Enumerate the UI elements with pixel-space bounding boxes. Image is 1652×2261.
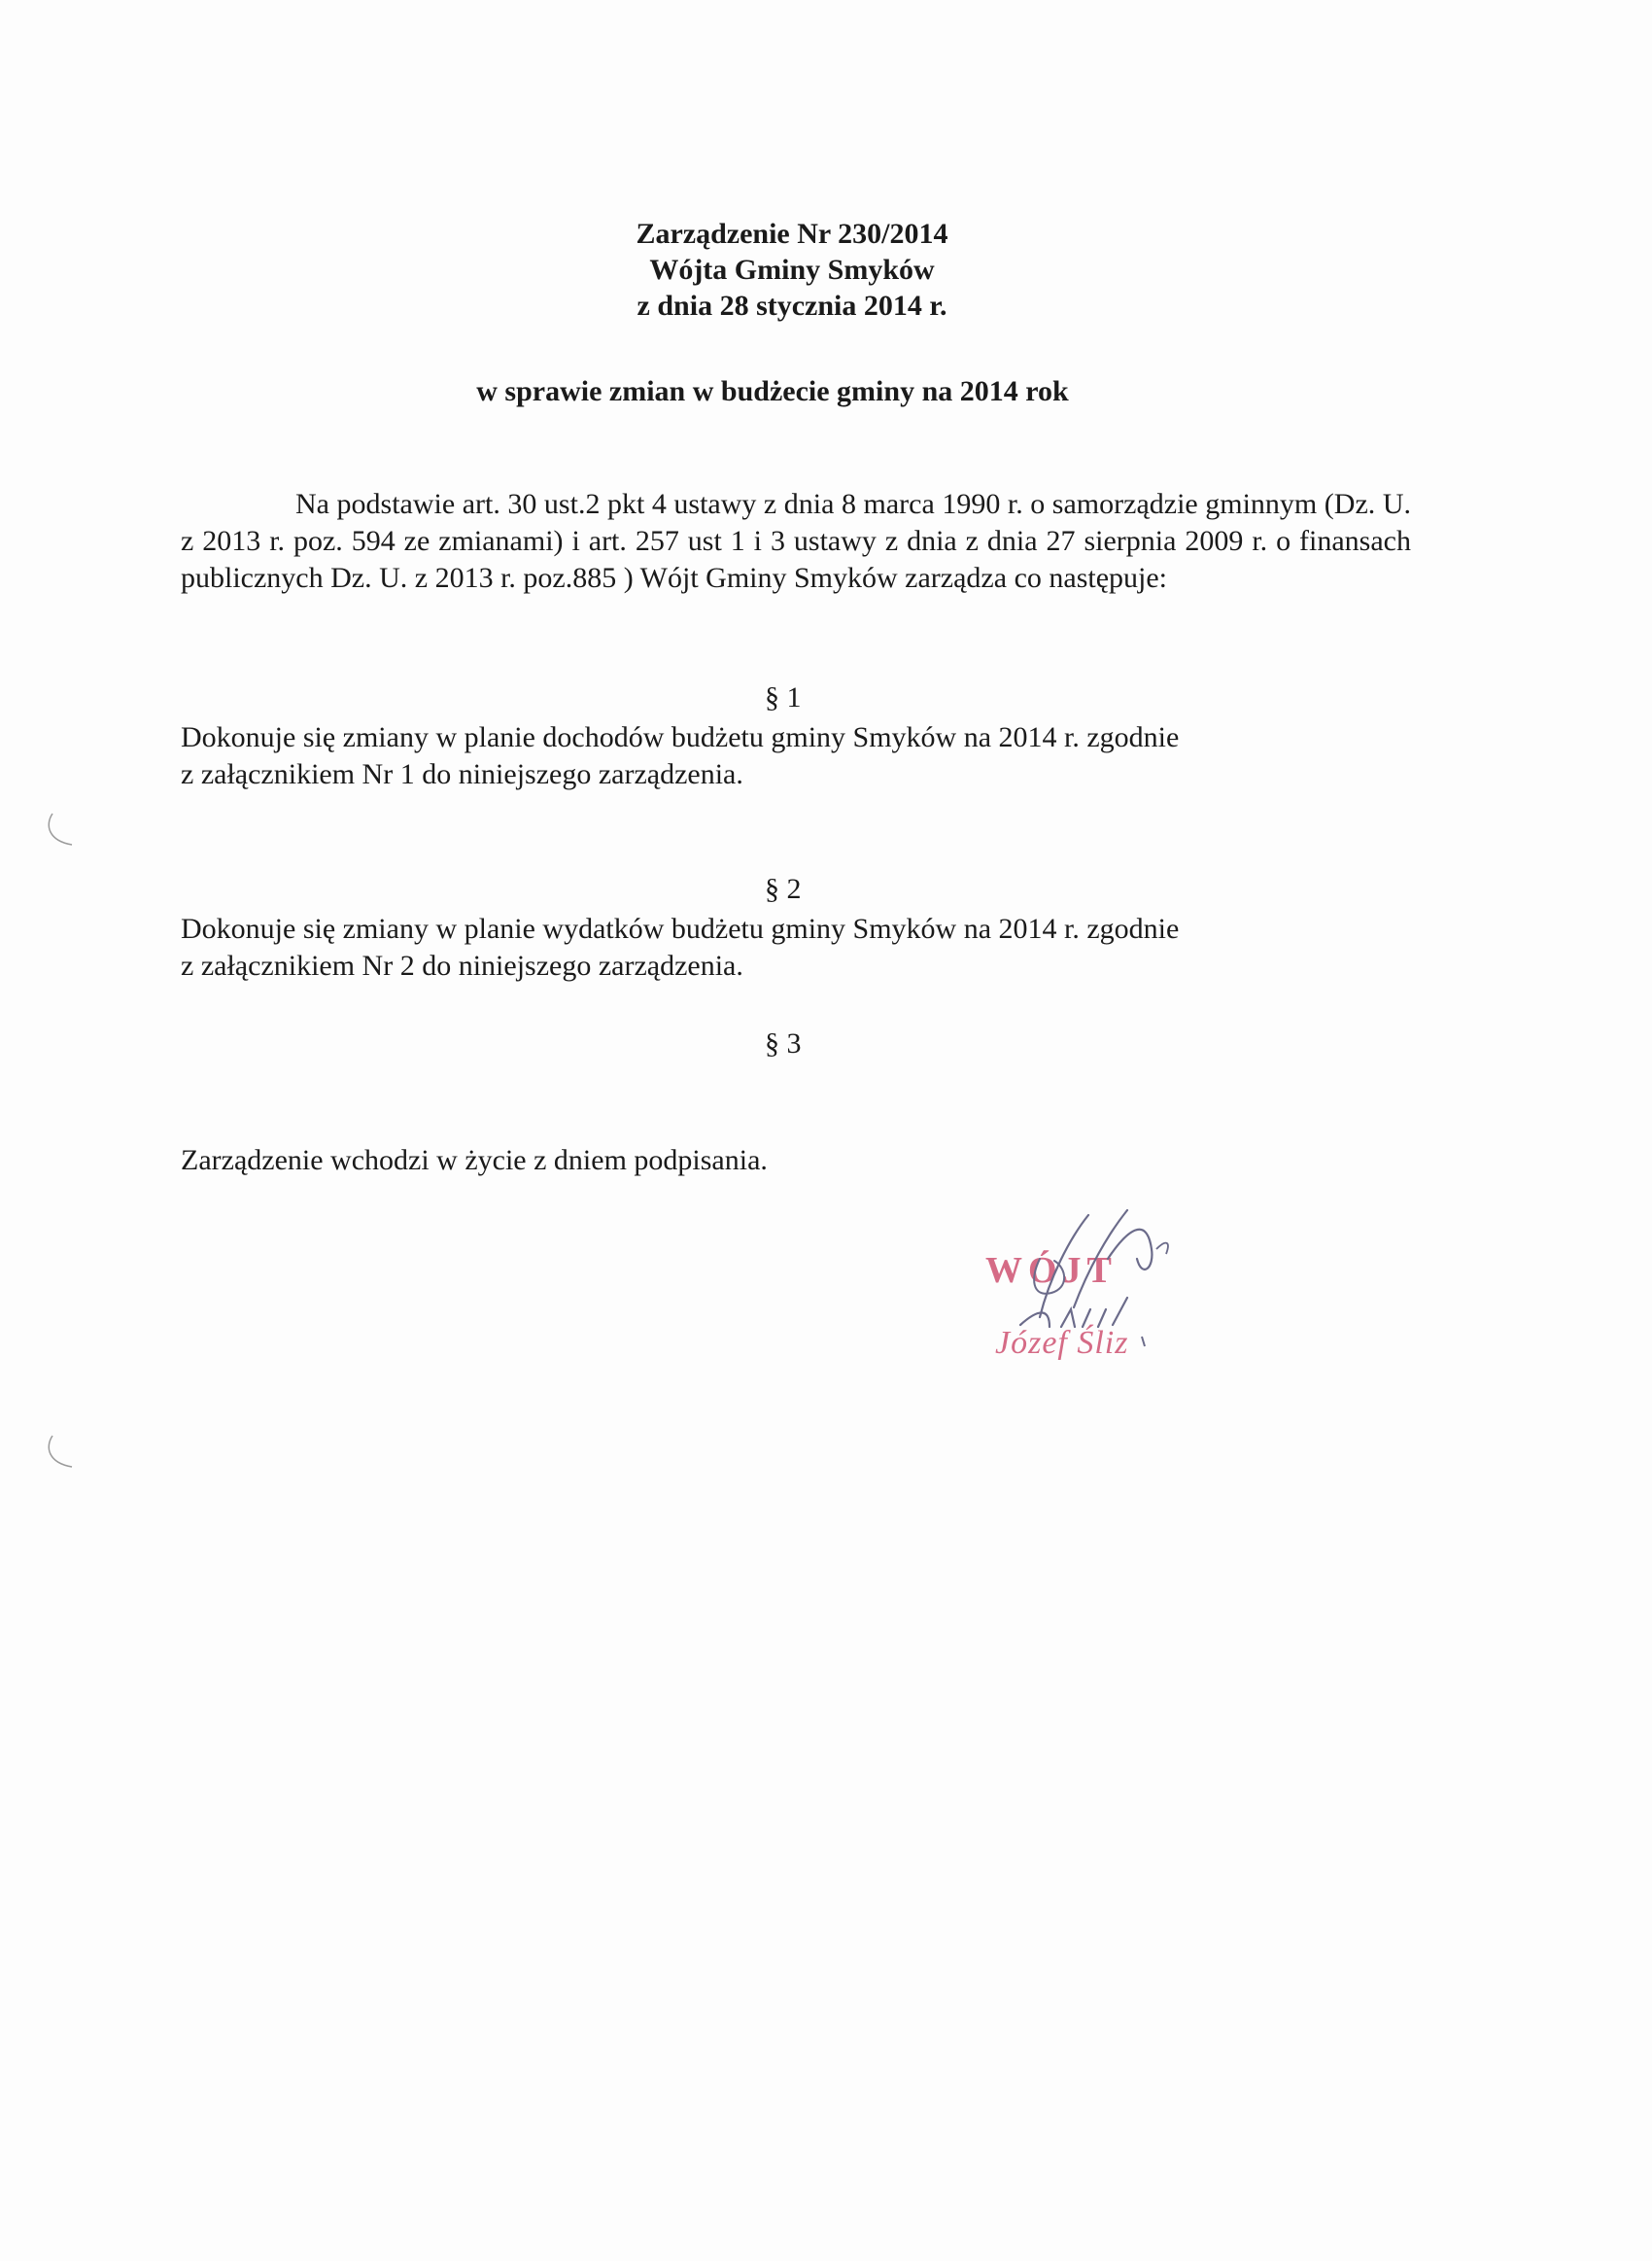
punch-hole-icon <box>39 1434 78 1473</box>
section-2-text <box>181 911 1415 985</box>
section-3-mark: § 3 <box>765 1027 802 1060</box>
section-3-text: Zarządzenie wchodzi w życie z dniem podpisania. <box>181 1144 768 1176</box>
section-1-line-1: Dokonuje się zmiany w planie dochodów budżetu gminy Smyków na 2014 r. zgodnie <box>181 721 1180 753</box>
signature-icon <box>981 1200 1215 1371</box>
section-2-line-1: Dokonuje się zmiany w planie wydatków budżetu gminy Smyków na 2014 r. zgodnie <box>181 913 1180 945</box>
punch-hole-icon <box>39 812 78 851</box>
section-2-mark: § 2 <box>765 873 802 905</box>
official-stamp <box>981 1200 1215 1371</box>
section-1-mark: § 1 <box>765 681 802 713</box>
subject-text: w sprawie zmian w budżecie gminy na 2014 rok <box>476 375 1069 407</box>
document-title <box>0 216 1652 324</box>
section-2-line-2: z załącznikiem Nr 2 do niniejszego zarządzenia. <box>181 950 743 982</box>
section-1-line-2: z załącznikiem Nr 1 do niniejszego zarządzenia. <box>181 758 743 790</box>
legal-basis-paragraph: Na podstawie art. 30 ust.2 pkt 4 ustawy z dnia 8 marca 1990 r. o samorządzie gminnym (Dz. U. z 2013 r. poz. 594 ze zmianami) i art. 257 ust 1 i 3 ustawy z dnia z dnia 27 sierpnia 2009 r. o finansach publicznych Dz. U. z 2013 r. poz.885 ) Wójt Gminy Smyków zarządza co następuje: <box>181 488 1411 594</box>
title-line-number: Zarządzenie Nr 230/2014 <box>636 218 948 250</box>
title-line-date: z dnia 28 stycznia 2014 r. <box>637 290 947 322</box>
stamp-name: Józef Śliz <box>995 1325 1129 1361</box>
section-1-text <box>181 719 1415 793</box>
title-line-authority: Wójta Gminy Smyków <box>649 254 935 286</box>
stamp-title: WÓJT <box>985 1250 1118 1291</box>
document-subject <box>0 374 1652 409</box>
